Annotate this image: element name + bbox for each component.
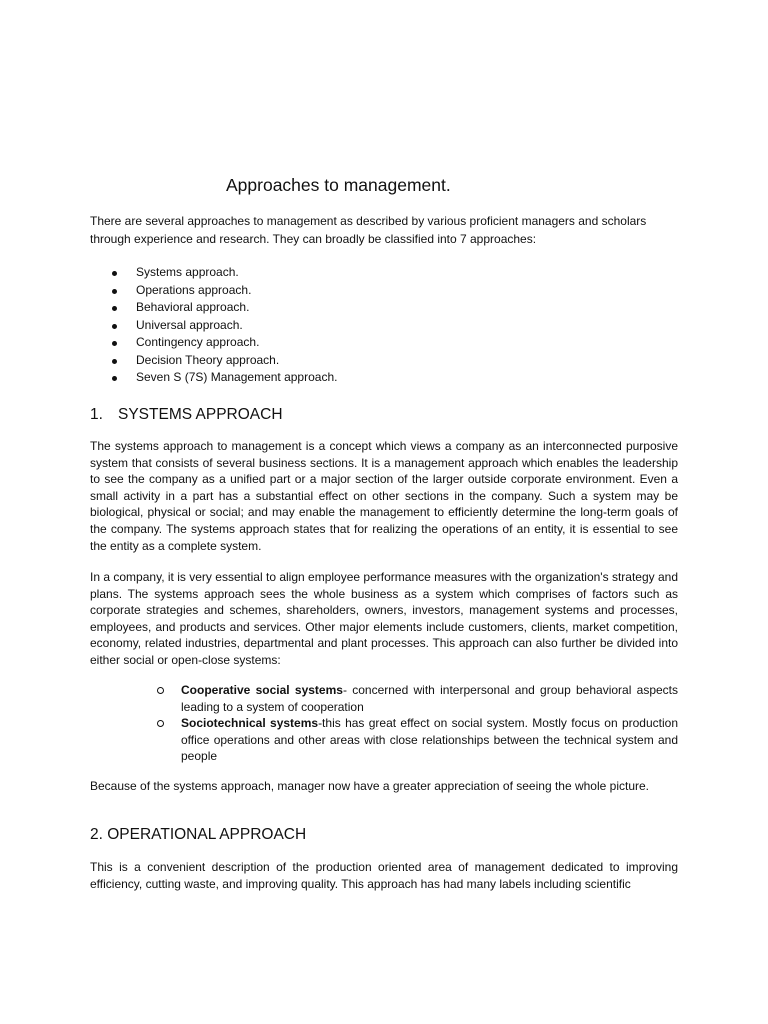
section-heading-operational: 2. OPERATIONAL APPROACH (90, 826, 307, 843)
document-page (90, 0, 678, 1024)
section-heading-text: SYSTEMS APPROACH (118, 406, 283, 423)
systems-paragraph-2: In a company, it is very essential to align employee performance measures with the organization's strategy and plans. The systems approach sees the whole business as a system which comprises of factors such as corporate strategies and schemes, shareholders, owners, investors, management systems and processes, employees, and products and services. Other major elements include customers, clients, market competition, economy, related industries, departmental and plant processes. This approach can also further be divided into either social or open-close systems: (90, 570, 678, 667)
systems-types-list (90, 682, 678, 765)
list-item: Universal approach. (90, 317, 678, 335)
bullet-icon (112, 306, 117, 311)
bullet-icon (112, 271, 117, 276)
list-item: Contingency approach. (90, 334, 678, 352)
systems-paragraph-3: Because of the systems approach, manager now have a greater appreciation of seeing the whole picture. (90, 779, 650, 793)
list-item (90, 682, 678, 715)
section-number: 1. (90, 406, 103, 423)
list-item (90, 715, 678, 765)
list-item: Operations approach. (90, 282, 678, 300)
intro-paragraph: There are several approaches to management as described by various proficient managers and scholars through experience and research. They can broadly be classified into 7 approaches: (90, 214, 647, 246)
bullet-icon (112, 359, 117, 364)
section-heading-systems (90, 405, 283, 425)
bullet-icon (112, 341, 117, 346)
hollow-bullet-icon (157, 720, 164, 727)
list-item: Systems approach. (90, 264, 678, 282)
list-item: Behavioral approach. (90, 299, 678, 317)
list-item: Decision Theory approach. (90, 352, 678, 370)
systems-paragraph-1: The systems approach to management is a concept which views a company as an interconnected purposive system that consists of several business sections. It is a management approach which enables the leadership to see the company as a unified part or a major section of the larger outside corporate environment. Even a small activity in a part has a substantial effect on other sections in the company. Such a system may be biological, physical or social; and may enable the management to efficiently determine the long-term goals of the company. The systems approach states that for realizing the operations of an entity, it is essential to see the entity as a complete system. (90, 439, 678, 553)
bullet-icon (112, 289, 117, 294)
term-description: - concerned with interpersonal and group behavioral aspects leading to a system of cooperation (181, 683, 679, 714)
term: Sociotechnical systems (181, 716, 319, 731)
hollow-bullet-icon (157, 687, 164, 694)
bullet-icon (112, 324, 117, 329)
document-title: Approaches to management. (226, 175, 451, 195)
list-item: Seven S (7S) Management approach. (90, 369, 678, 387)
term: Cooperative social systems (181, 683, 343, 697)
approaches-list (90, 264, 678, 387)
bullet-icon (112, 376, 117, 381)
term-description: -this has great effect on social system. Mostly focus on production office operations and other areas with close relationships between the technical system and people (181, 716, 678, 764)
operational-paragraph-1: This is a convenient description of the production oriented area of management dedicated to improving efficiency, cutting waste, and improving quality. This approach has had many labels including scientific (90, 860, 678, 891)
